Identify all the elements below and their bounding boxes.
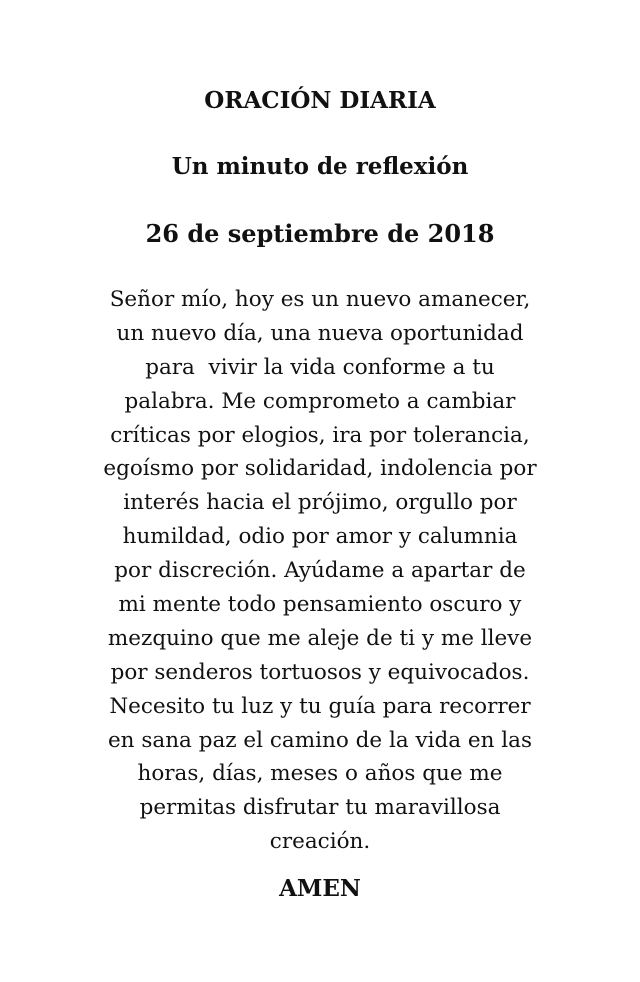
prayer-line: mezquino que me aleje de ti y me lleve [107, 625, 533, 651]
prayer-line: críticas por elogios, ira por tolerancia, [110, 422, 530, 448]
prayer-line: por senderos tortuosos y equivocados. [110, 659, 530, 685]
prayer-line: Necesito tu luz y tu guía para recorrer [109, 693, 531, 719]
prayer-closing: AMEN [279, 875, 361, 902]
prayer-title: ORACIÓN DIARIA [204, 87, 436, 114]
prayer-line: permitas disfrutar tu maravillosa [139, 795, 501, 821]
prayer-line: Señor mío, hoy es un nuevo amanecer, [109, 287, 531, 312]
prayer-line: palabra. Me comprometo a cambiar [124, 388, 516, 414]
prayer-line: horas, días, meses o años que me [137, 761, 503, 787]
prayer-line: egoísmo por solidaridad, indolencia por [103, 456, 537, 482]
prayer-subtitle: Un minuto de reflexión [171, 153, 469, 180]
prayer-line: creación. [269, 829, 371, 855]
prayer-line: en sana paz el camino de la vida en las [107, 727, 533, 753]
prayer-line: para vivir la vida conforme a tu [145, 354, 495, 380]
prayer-date: 26 de septiembre de 2018 [145, 219, 495, 248]
prayer-line: un nuevo día, una nueva oportunidad [116, 320, 524, 346]
prayer-line: humildad, odio por amor y calumnia [122, 524, 518, 550]
prayer-line: interés hacia el prójimo, orgullo por [123, 490, 517, 516]
prayer-line: por discreción. Ayúdame a apartar de [114, 558, 526, 584]
prayer-body [0, 283, 640, 859]
prayer-line: mi mente todo pensamiento oscuro y [118, 592, 522, 618]
